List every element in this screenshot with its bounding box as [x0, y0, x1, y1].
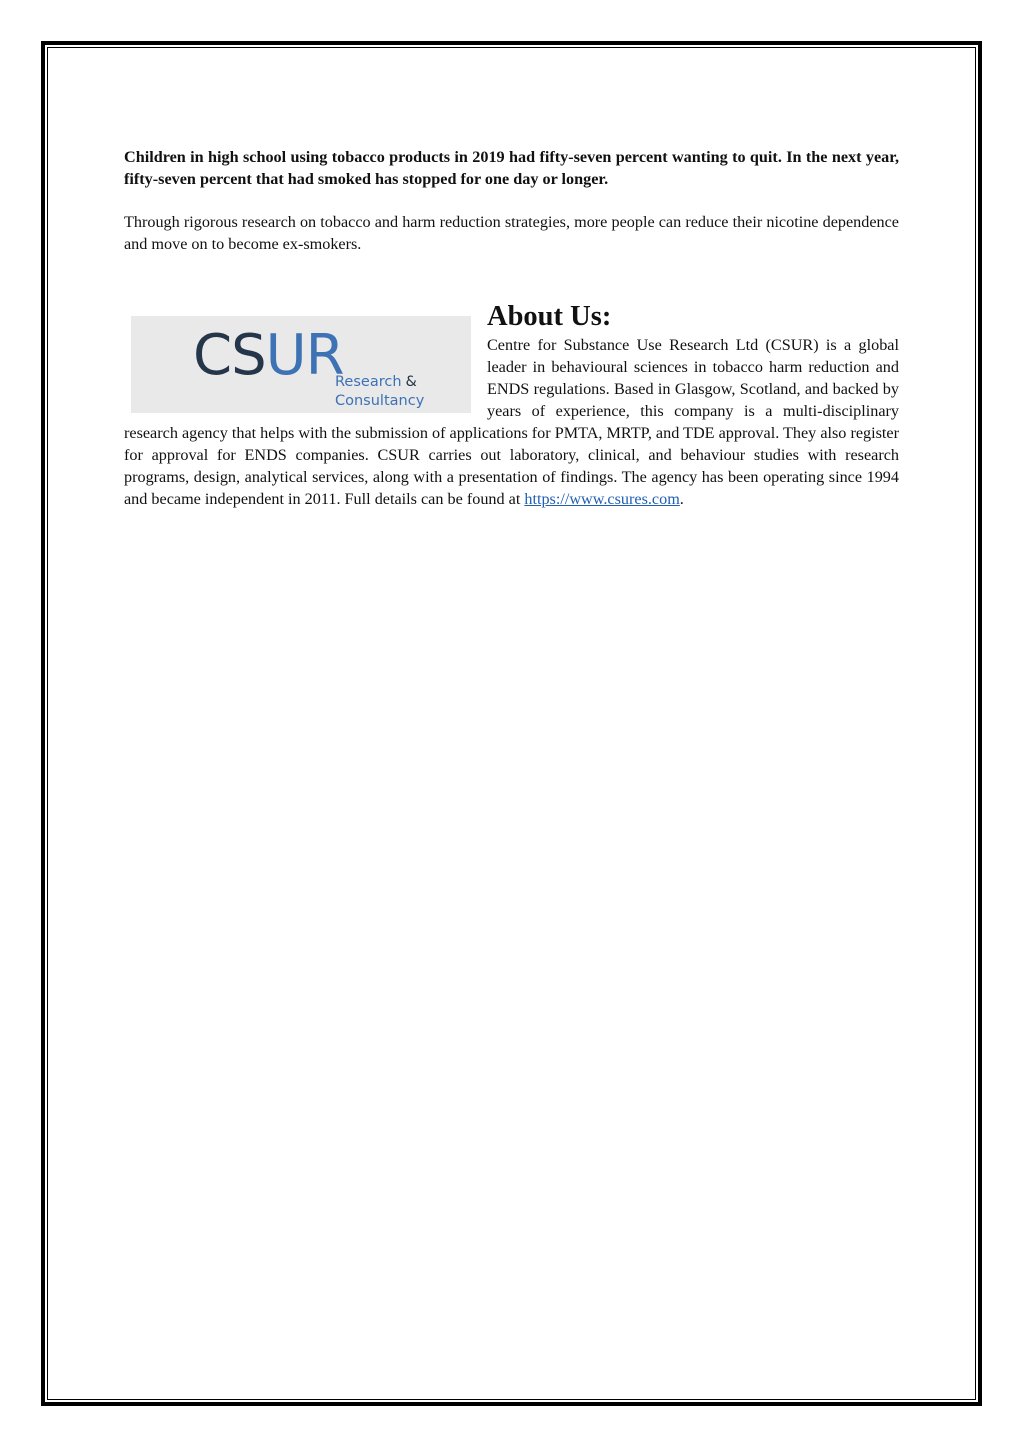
logo-wordmark: [193, 323, 344, 388]
lead-statement: Children in high school using tobacco products in 2019 had fifty-seven percent wanting to quit. In the next year, fifty-seven percent that had smoked has stopped for one day or longer.: [124, 148, 899, 188]
about-title: About Us:: [487, 301, 612, 332]
logo-wordmark-ur: UR: [265, 323, 344, 388]
logo-research-word: Research: [335, 374, 402, 390]
logo-line-consultancy: Consultancy: [335, 393, 425, 409]
about-body-text: Centre for Substance Use Research Ltd (CSUR) is a global leader in behavioural sciences in tobacco harm reduction and ENDS regulations. Based in Glasgow, Scotland, and backed by years of experience, this company is a multi-disciplinary research agency that helps with the submission of applications for PMTA, MRTP, and TDE approval. They also register for approval for ENDS companies. CSUR carries out laboratory, clinical, and behaviour studies with research programs, design, analytical services, along with a presentation of findings. The agency has been operating since 1994 and became independent in 2011. Full details can be found at: [124, 336, 899, 508]
csur-logo-graphic: [131, 316, 471, 413]
about-section: [124, 300, 899, 510]
about-body-end: .: [679, 490, 684, 508]
document-content: [124, 146, 899, 510]
logo-line-research: [335, 374, 417, 390]
csures-website-link[interactable]: https://www.csures.com: [524, 490, 680, 508]
logo-wordmark-cs: CS: [193, 323, 266, 388]
csur-logo: [131, 316, 471, 413]
research-paragraph: Through rigorous research on tobacco and harm reduction strategies, more people can reduce their nicotine dependence and move on to become ex-smokers.: [124, 213, 899, 253]
logo-ampersand: &: [405, 374, 417, 390]
